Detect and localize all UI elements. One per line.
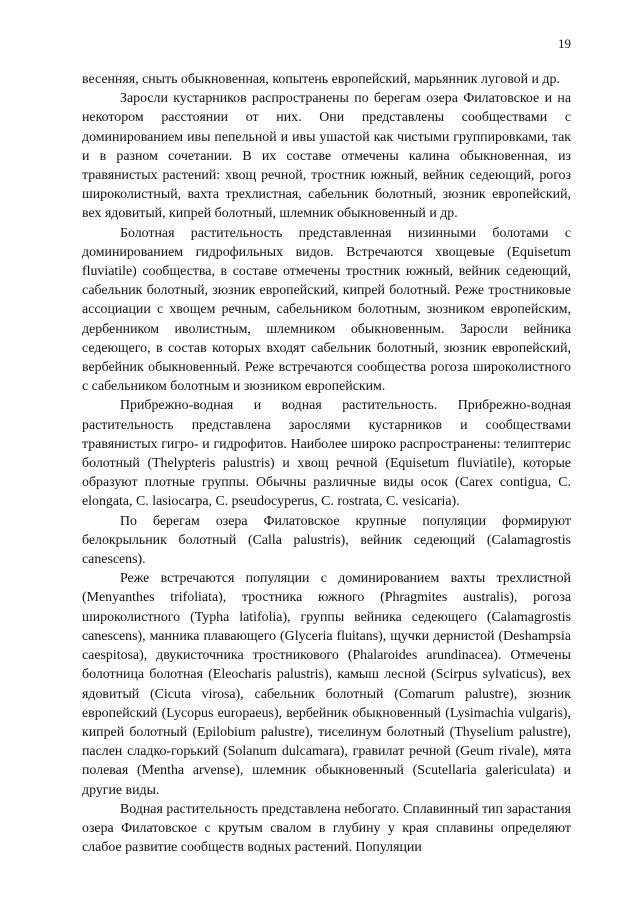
page-number: 19 xyxy=(558,36,571,51)
body-text xyxy=(82,70,571,857)
paragraph-coastal-aquatic: Прибрежно-водная и водная растительность. Прибрежно-водная растительность представлена зарослями кустарников и сообществами травянистых гигро- и гидрофитов. Наиболее широко распространены: телиптерис болотный (Thelypteris palustris) и хвощ речной (Equisetum fluviatile), которые образуют плотные группы. Обычны различные виды осок (Carex contigua, C. elongata, C. lasiocarpa, C. pseudocyperus, C. rostrata, C. vesicaria). xyxy=(82,398,571,510)
paragraph-shrubs: Заросли кустарников распространены по берегам озера Филатовское и на некотором расстоянии от них. Они представлены сообществами с доминированием ивы пепельной и ивы ушастой как чистыми группировками, так и в разном сочетании. В их составе отмечены калина обыкновенная, из травянистых растений: хвощ речной, тростник южный, вейник седеющий, рогоз широколистный, вахта трехлистная, сабельник болотный, зюзник европейский, вех ядовитый, кипрей болотный, шлемник обыкновенный и др. xyxy=(82,91,571,222)
paragraph-aquatic-vegetation: Водная растительность представлена небогато. Сплавинный тип зарастания озера Филатовское с крутым свалом в глубину у края сплавины определяют слабое развитие сообществ водных растений. Популяции xyxy=(82,801,571,856)
paragraph-lake-shores: По берегам озера Филатовское крупные популяции формируют белокрыльник болотный (Calla palustris), вейник седеющий (Calamagrostis canescens). xyxy=(82,513,571,568)
paragraph-continuation: весенняя, сныть обыкновенная, копытень европейский, марьянник луговой и др. xyxy=(82,72,560,87)
paragraph-marsh-vegetation: Болотная растительность представленная низинными болотами с доминированием гидрофильных видов. Встречаются хвощевые (Equisetum fluviatile) сообщества, в составе отмечены тростник южный, вейник седеющий, сабельник болотный, зюзник европейский, кипрей болотный. Реже тростниковые ассоциации с хвощем речным, сабельником болотным, зюзником европейским, дербенником иволистным, шлемником обыкновенным. Заросли вейника седеющего, в состав которых входят сабельник болотный, зюзник европейский, вербейник обыкновенный. Реже встречаются сообщества рогоза широколистного с сабельником болотным и зюзником европейским. xyxy=(82,225,571,395)
paragraph-rare-populations: Реже встречаются популяции с доминированием вахты трехлистной (Menyanthes trifoliata), тростника южного (Phragmites australis), рогоза широколистного (Typha latifolia), группы вейника седеющего (Calamagrostis canescens), манника плавающего (Glyceria fluitans), щучки дернистой (Deshampsia caespitosa), двукисточника тростникового (Phalaroides arundinacea). Отмечены болотница болотная (Eleocharis palustris), камыш лесной (Scirpus sylvaticus), вех ядовитый (Cicuta virosa), сабельник болотный (Comarum palustre), зюзник европейский (Lycopus europaeus), вербейник обыкновенный (Lysimachia vulgaris), кипрей болотный (Epilobium palustre), тиселинум болотный (Thyselium palustre), паслен сладко-горький (Solanum dulcamara), гравилат речной (Geum rivale), мята полевая (Mentha arvense), шлемник обыкновенный (Scutellaria galericulata) и другие виды. xyxy=(82,571,571,798)
